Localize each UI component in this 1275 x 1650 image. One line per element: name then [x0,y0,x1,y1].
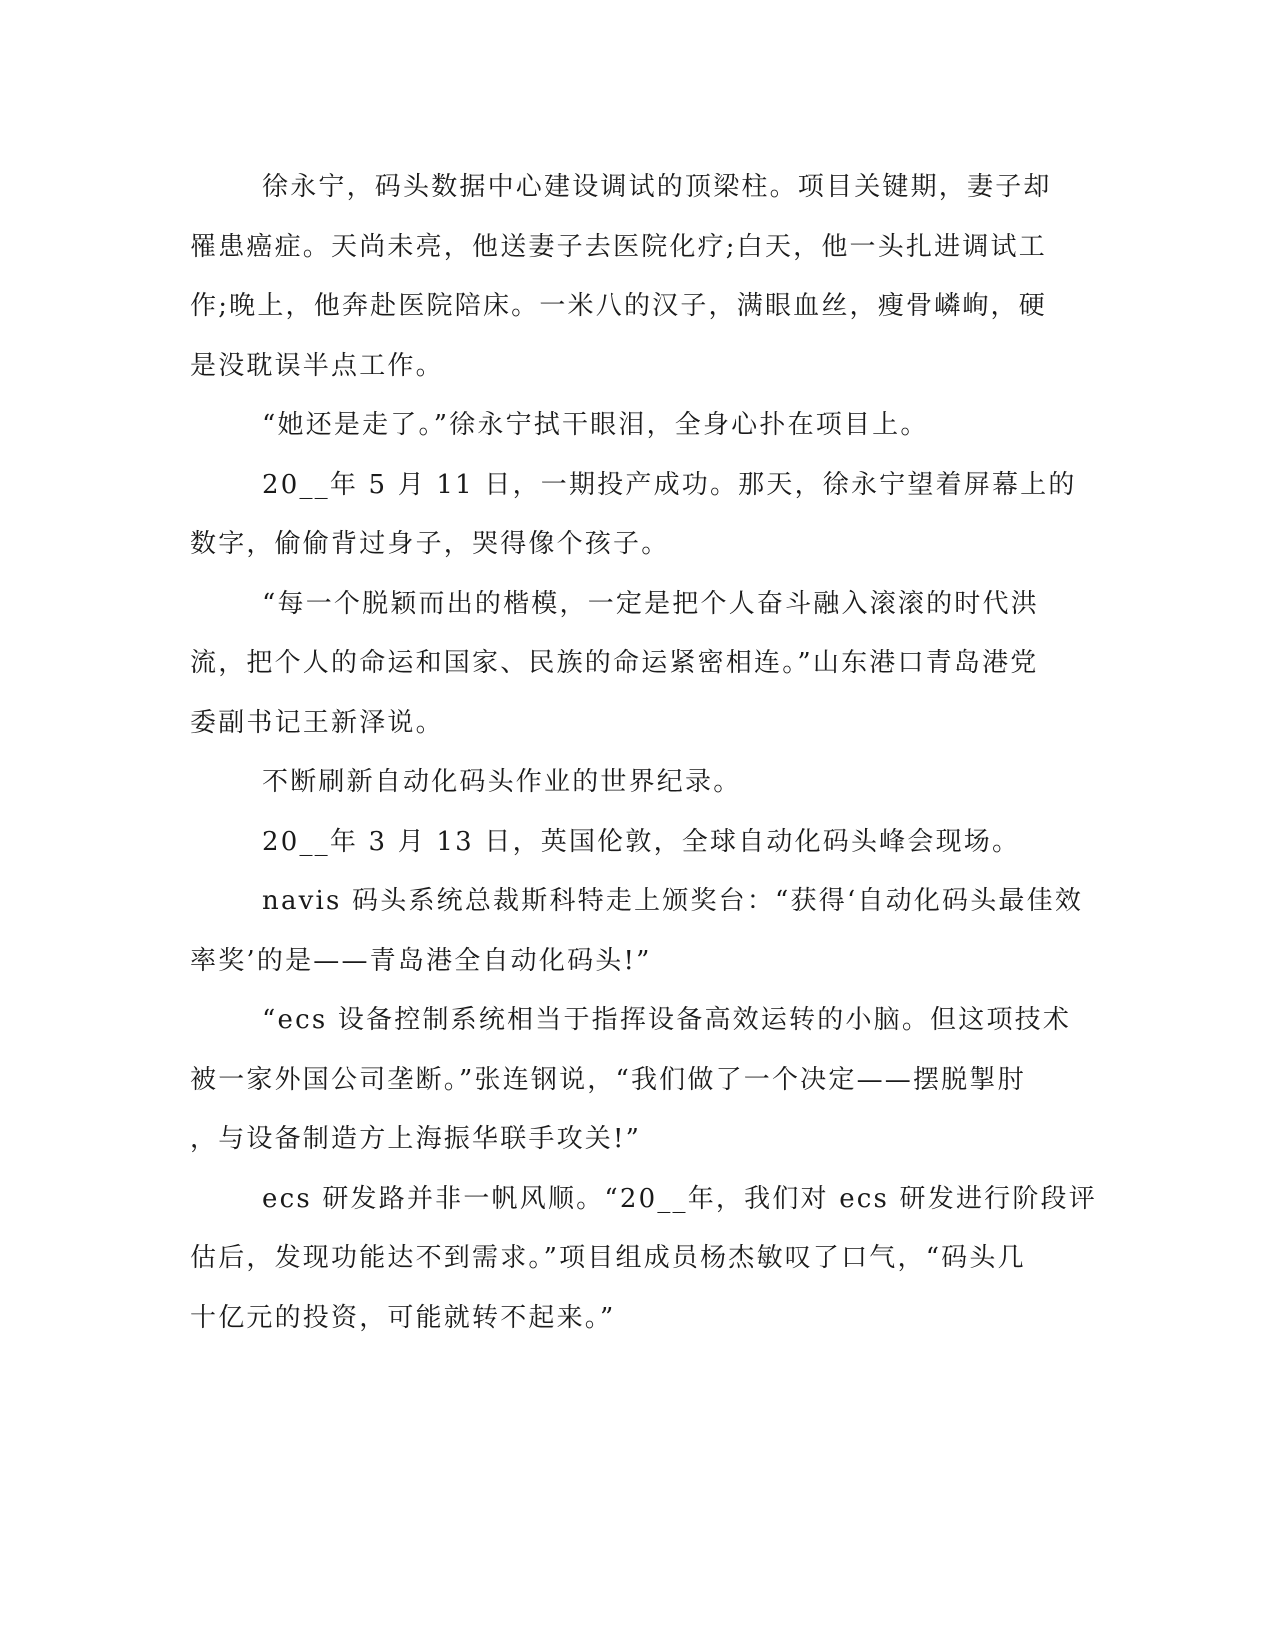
paragraph-line: 罹患癌症。天尚未亮，他送妻子去医院化疗;白天，他一头扎进调试工 [190,231,1047,262]
document-body [190,158,1097,1348]
paragraph-first-line: “她还是走了。”徐永宁拭干眼泪，全身心扑在项目上。 [262,410,929,440]
paragraph-line: ，与设备制造方上海振华联手攻关!” [190,1124,642,1154]
paragraph-first-line: 不断刷新自动化码头作业的世界纪录。 [262,767,742,797]
paragraph-line: 是没耽误半点工作。 [190,350,444,381]
paragraph-first-line: 徐永宁，码头数据中心建设调试的顶梁柱。项目关键期，妻子却 [262,172,1052,202]
paragraph-line: 率奖’的是——青岛港全自动化码头!” [190,945,652,976]
paragraph-first-line: “ecs 设备控制系统相当于指挥设备高效运转的小脑。但这项技术 [262,1005,1072,1035]
paragraph-line: 流，把个人的命运和国家、民族的命运紧密相连。”山东港口青岛港党 [190,648,1039,678]
paragraph-first-line: 20__年 5 月 11 日，一期投产成功。那天，徐永宁望着屏幕上的 [262,469,1077,500]
paragraph-line: 数字，偷偷背过身子，哭得像个孩子。 [190,529,670,559]
paragraph-first-line: “每一个脱颖而出的楷模，一定是把个人奋斗融入滚滚的时代洪 [262,588,1039,619]
paragraph-line: 被一家外国公司垄断。”张连钢说，“我们做了一个决定——摆脱掣肘 [190,1064,1026,1095]
paragraph-first-line: navis 码头系统总裁斯科特走上颁奖台：“获得‘自动化码头最佳效 [262,886,1084,916]
paragraph-first-line: 20__年 3 月 13 日，英国伦敦，全球自动化码头峰会现场。 [262,826,1021,857]
paragraph-line: 作;晚上，他奔赴医院陪床。一米八的汉子，满眼血丝，瘦骨嶙峋，硬 [190,291,1047,321]
paragraph-line: 估后，发现功能达不到需求。”项目组成员杨杰敏叹了口气，“码头几 [190,1243,1026,1273]
paragraph-first-line: ecs 研发路并非一帆风顺。“20__年，我们对 ecs 研发进行阶段评 [262,1183,1097,1214]
paragraph-line: 十亿元的投资，可能就转不起来。” [190,1302,616,1333]
paragraph-line: 委副书记王新泽说。 [190,707,444,738]
